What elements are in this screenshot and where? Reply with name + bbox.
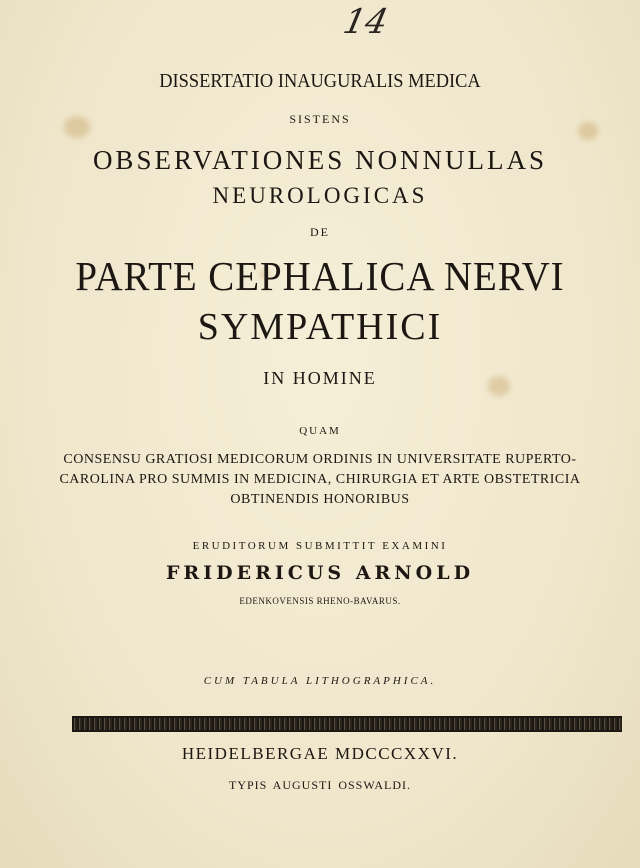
imprint-printer: TYPIS AUGUSTI OSSWALDI. xyxy=(228,778,411,792)
title-line-4: NEUROLOGICAS xyxy=(212,183,428,208)
plate-note: CUM TABULA LITHOGRAPHICA. xyxy=(203,675,437,687)
title-line-1: DISSERTATIO INAUGURALIS MEDICA xyxy=(159,70,481,92)
author-name: FRIDERICUS ARNOLD xyxy=(165,562,475,584)
main-title-line-1: PARTE CEPHALICA NERVI xyxy=(75,253,565,299)
ornamental-rule xyxy=(72,716,622,732)
main-title-line-2: SYMPATHICI xyxy=(197,306,443,348)
imprint-place-date: HEIDELBERGAE MDCCCXXVI. xyxy=(181,744,459,763)
title-line-3: OBSERVATIONES NONNULLAS xyxy=(92,145,548,175)
consensus-line-2: CAROLINA PRO SUMMIS IN MEDICINA, CHIRURGIA ET ARTE OBSTETRICIA xyxy=(59,472,581,487)
title-line-2: SISTENS xyxy=(289,112,351,126)
consensus-line-1: CONSENSU GRATIOSI MEDICORUM ORDINIS IN UNIVERSITATE RUPERTO- xyxy=(63,452,577,467)
handwritten-number: 14 xyxy=(339,2,392,42)
submission-text: ERUDITORUM SUBMITTIT EXAMINI xyxy=(192,540,448,552)
subtitle: IN HOMINE xyxy=(263,368,377,388)
title-line-5: DE xyxy=(310,225,330,239)
author-origin: EDENKOVENSIS RHENO-BAVARUS. xyxy=(239,596,401,606)
consensus-line-3: OBTINENDIS HONORIBUS xyxy=(230,492,410,507)
quam-text: QUAM xyxy=(299,425,341,437)
